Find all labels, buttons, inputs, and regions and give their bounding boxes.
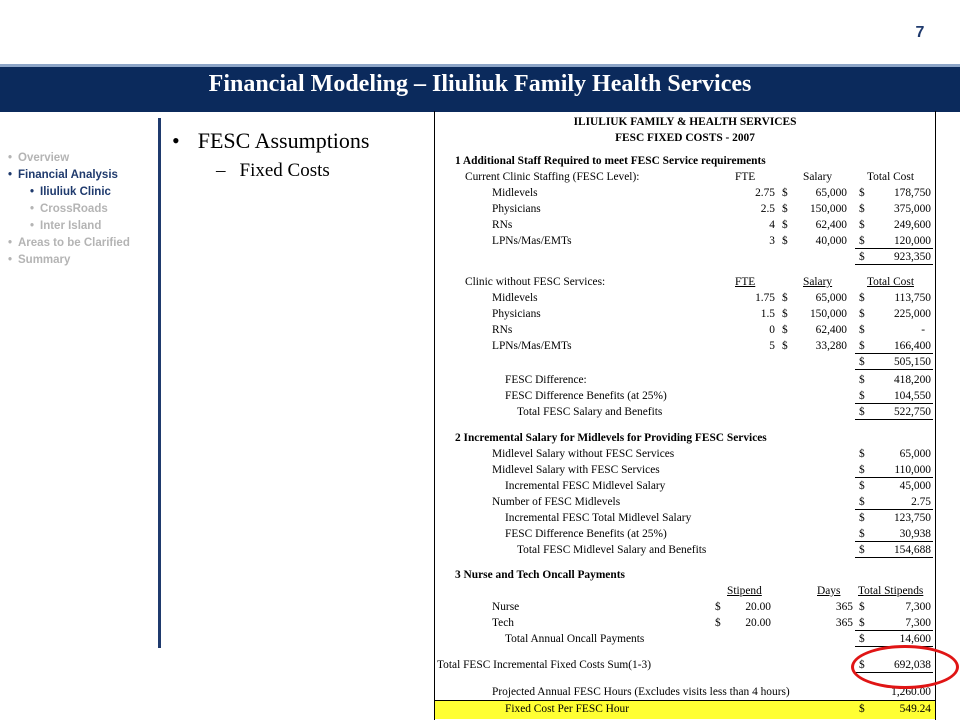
section-nav: [8, 150, 160, 269]
table-row: Midlevel Salary without FESC Services $ 65,000: [492, 448, 931, 460]
bullet-marker: •: [172, 128, 180, 153]
sheet-title-row: ILIULIUK FAMILY & HEALTH SERVICES: [573, 116, 797, 128]
table-row: Number of FESC Midlevels $ 2.75: [492, 496, 931, 508]
vertical-divider: [158, 118, 161, 648]
bullet-text: FESC Assumptions: [197, 128, 370, 153]
section3-title: 3 Nurse and Tech Oncall Payments: [455, 569, 625, 581]
bullet-level1: [172, 128, 369, 154]
bullet-level2: [216, 160, 330, 182]
without-fesc-sum: $ 505,150: [435, 354, 935, 370]
table-row: RNs 4 $ 62,400 $ 249,600: [492, 219, 931, 231]
table-row: Midlevel Salary with FESC Services $ 110,000: [492, 464, 931, 476]
page-number: 7: [915, 24, 925, 41]
table-row: Tech $ 20.00 365 $ 7,300: [492, 617, 931, 629]
nav-item-crossroads[interactable]: • CrossRoads: [30, 203, 108, 215]
oncall-header: Stipend Days Total Stipends: [727, 585, 924, 597]
table-row: RNs 0 $ 62,400 $ -: [492, 324, 925, 336]
nav-item-summary[interactable]: • Summary: [8, 254, 71, 266]
table-row: Nurse $ 20.00 365 $ 7,300: [492, 601, 931, 613]
bullet-subtext: Fixed Costs: [239, 160, 330, 181]
total-fesc-salary-row: Total FESC Salary and Benefits $ 522,750: [517, 406, 931, 418]
without-fesc-header: Clinic without FESC Services: FTE Salary Total Cost: [465, 276, 914, 288]
title-banner: [0, 64, 960, 112]
table-row: Midlevels 2.75 $ 65,000 $ 178,750: [492, 187, 931, 199]
table-row: LPNs/Mas/EMTs 5 $ 33,280 $ 166,400: [492, 340, 931, 352]
nav-item-iliuliuk-clinic[interactable]: • Iliuliuk Clinic: [30, 186, 111, 198]
fesc-difference-row: FESC Difference: $ 418,200: [505, 374, 931, 386]
highlight-circle-annotation: [851, 645, 959, 689]
dash-marker: –: [216, 160, 226, 181]
section2-title: 2 Incremental Salary for Midlevels for Providing FESC Services: [455, 432, 767, 444]
nav-item-financial-analysis[interactable]: • Financial Analysis: [8, 169, 118, 181]
projected-hours-row: Projected Annual FESC Hours (Excludes visits less than 4 hours) 1,260.00: [492, 686, 931, 698]
grand-total-row: Total FESC Incremental Fixed Costs Sum(1-3) $ 692,038: [437, 659, 931, 671]
nav-item-inter-island[interactable]: • Inter Island: [30, 220, 102, 232]
table-row: Physicians 1.5 $ 150,000 $ 225,000: [492, 308, 931, 320]
nav-item-areas-to-be-clarified[interactable]: • Areas to be Clarified: [8, 237, 130, 249]
nav-item-overview[interactable]: • Overview: [8, 152, 70, 164]
table-row: Incremental FESC Total Midlevel Salary $ 123,750: [505, 512, 931, 524]
table-row: Total FESC Midlevel Salary and Benefits $ 154,688: [517, 544, 931, 556]
sheet-subtitle-row: FESC FIXED COSTS - 2007: [615, 132, 755, 144]
table-row: Physicians 2.5 $ 150,000 $ 375,000: [492, 203, 931, 215]
section1-title: 1 Additional Staff Required to meet FESC Service requirements: [455, 155, 766, 167]
oncall-total-row: Total Annual Oncall Payments $ 14,600: [505, 633, 931, 645]
fixed-cost-per-hour-row: Fixed Cost Per FESC Hour $ 549.24: [435, 700, 935, 719]
fesc-difference-benefits-row: FESC Difference Benefits (at 25%) $ 104,550: [505, 390, 931, 402]
fixed-costs-spreadsheet: [434, 111, 936, 720]
slide-title: Financial Modeling – Iliuliuk Family Health Services: [208, 71, 752, 97]
table-row: FESC Difference Benefits (at 25%) $ 30,938: [505, 528, 931, 540]
table-row: Incremental FESC Midlevel Salary $ 45,000: [505, 480, 931, 492]
table-row: LPNs/Mas/EMTs 3 $ 40,000 $ 120,000: [492, 235, 931, 247]
current-staffing-sum: $ 923,350: [435, 249, 935, 265]
current-staffing-header: Current Clinic Staffing (FESC Level): FTE Salary Total Cost: [465, 171, 914, 183]
table-row: Midlevels 1.75 $ 65,000 $ 113,750: [492, 292, 931, 304]
